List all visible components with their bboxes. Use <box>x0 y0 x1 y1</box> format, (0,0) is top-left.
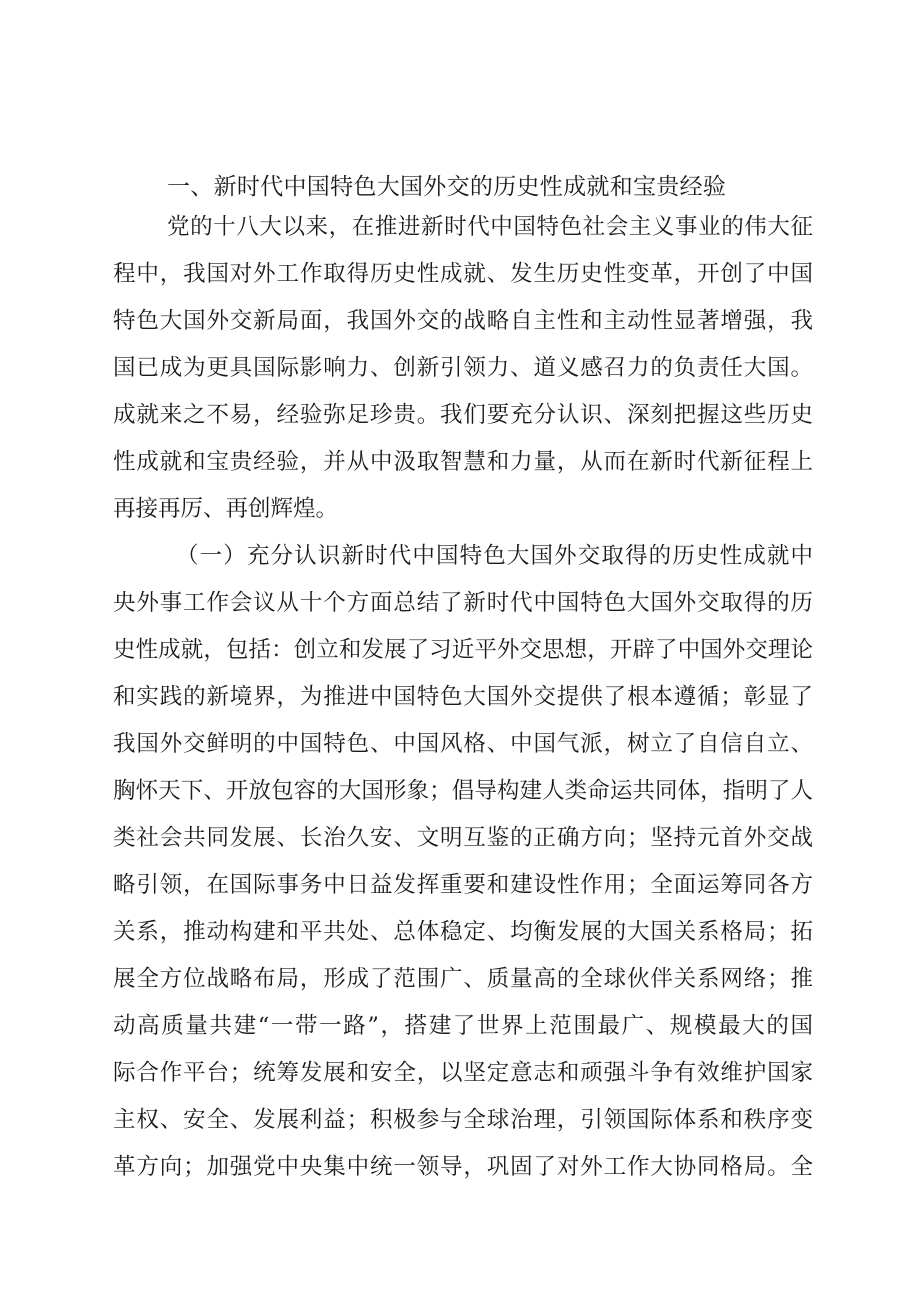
paragraph-2-line-8: 略引领，在国际事务中日益发挥重要和建设性作用；全面运筹同各方 <box>113 872 813 898</box>
paragraph-2-line-12: 际合作平台；统筹发展和安全，以坚定意志和顽强斗争有效维护国家 <box>113 1060 813 1086</box>
paragraph-1-line-4: 国已成为更具国际影响力、创新引领力、道义感召力的负责任大国。 <box>113 355 813 381</box>
paragraph-2-line-4: 和实践的新境界，为推进中国特色大国外交提供了根本遵循；彰显了 <box>113 684 813 710</box>
paragraph-2-line-9: 关系，推动构建和平共处、总体稳定、均衡发展的大国关系格局；拓 <box>113 919 813 945</box>
paragraph-1-line-3: 特色大国外交新局面，我国外交的战略自主性和主动性显著增强，我 <box>113 308 813 334</box>
paragraph-1-line-1: 党的十八大以来，在推进新时代中国特色社会主义事业的伟大征 <box>167 214 813 240</box>
paragraph-1-line-7: 再接再厉、再创辉煌。 <box>113 496 339 522</box>
paragraph-2-line-11: 动高质量共建“一带一路”，搭建了世界上范围最广、规模最大的国 <box>113 1013 813 1039</box>
paragraph-1-line-6: 性成就和宝贵经验，并从中汲取智慧和力量，从而在新时代新征程上 <box>113 449 813 475</box>
section-heading: 一、新时代中国特色大国外交的历史性成就和宝贵经验 <box>167 174 727 200</box>
paragraph-2-line-5: 我国外交鲜明的中国特色、中国风格、中国气派，树立了自信自立、 <box>113 731 813 757</box>
paragraph-2-line-10: 展全方位战略布局，形成了范围广、质量高的全球伙伴关系网络；推 <box>113 966 813 992</box>
paragraph-1-line-2: 程中，我国对外工作取得历史性成就、发生历史性变革，开创了中国 <box>113 261 813 287</box>
paragraph-2-line-1: （一）充分认识新时代中国特色大国外交取得的历史性成就中 <box>176 543 813 569</box>
paragraph-2-line-14: 革方向；加强党中央集中统一领导，巩固了对外工作大协同格局。全 <box>113 1154 813 1180</box>
paragraph-1-line-5: 成就来之不易，经验弥足珍贵。我们要充分认识、深刻把握这些历史 <box>113 402 813 428</box>
paragraph-2-line-13: 主权、安全、发展利益；积极参与全球治理，引领国际体系和秩序变 <box>113 1107 813 1133</box>
paragraph-2-line-2: 央外事工作会议从十个方面总结了新时代中国特色大国外交取得的历 <box>113 590 813 616</box>
paragraph-2-line-3: 史性成就，包括：创立和发展了习近平外交思想，开辟了中国外交理论 <box>113 637 813 663</box>
paragraph-2-line-6: 胸怀天下、开放包容的大国形象；倡导构建人类命运共同体，指明了人 <box>113 778 813 804</box>
paragraph-2-line-7: 类社会共同发展、长治久安、文明互鉴的正确方向；坚持元首外交战 <box>113 825 813 851</box>
